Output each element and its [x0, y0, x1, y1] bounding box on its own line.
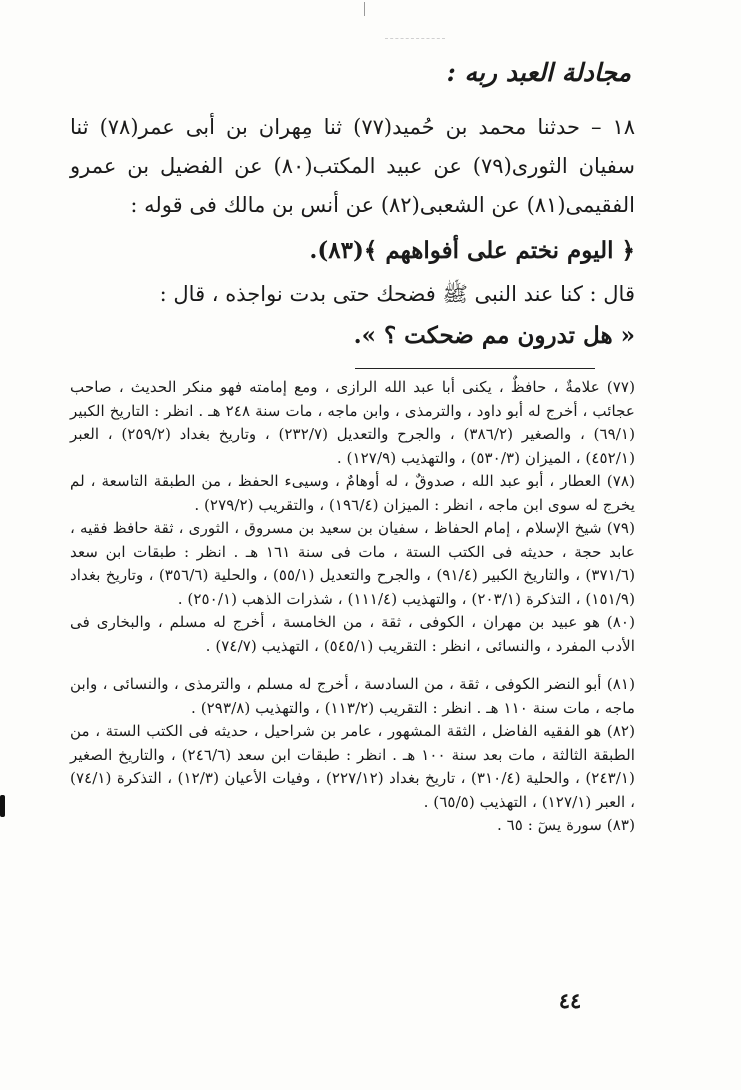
footnotes	[70, 376, 635, 838]
quran-verse: ﴿ اليوم نختم على أفواههم ﴾(٨٣).	[309, 237, 635, 264]
footnote-83: (٨٣) سورة يسٓ : ٦٥ .	[496, 816, 635, 834]
footnote-77: (٧٧) علامةٌ ، حافظٌ ، يكنى أبا عبد الله الرازى ، ومع إمامته فهو منكر الحديث ، صاحب عجائب ، أخرج له أبو داود ، والترمذى ، وابن ماجه ، مات سنة ٢٤٨ هـ . انظر : التاريخ الكبير (٦٩/١) ، والصغير (٣٨٦/٢) ، والجرح والتعديل (٢٣٢/٧) ، وتاريخ بغداد (٢٥٩/٢) ، العبر (٤٥٢/١) ، الميزان (٥٣٠/٣) ، والتهذيب (١٢٧/٩) .	[70, 378, 635, 467]
binding-mark	[0, 795, 5, 817]
section-heading: مجادلة العبد ربه :	[446, 58, 631, 87]
scan-smudge	[385, 38, 445, 39]
page-number: ٤٤	[558, 988, 582, 1013]
prophet-quote: « هل تدرون مم ضحكت ؟ ».	[353, 322, 635, 349]
footnote-80: (٨٠) هو عبيد بن مهران ، الكوفى ، ثقة ، من الخامسة ، أخرج له مسلم ، والبخارى فى الأدب المفرد ، والنسائى ، انظر : التقريب (٥٤٥/١) ، التهذيب (٧٤/٧) .	[70, 613, 635, 655]
footnote-82: (٨٢) هو الفقيه الفاضل ، الثقة المشهور ، عامر بن شراحيل ، حديثه فى الكتب الستة ، من الطبقة الثالثة ، مات بعد سنة ١٠٠ هـ . انظر : طبقات ابن سعد (٢٤٦/٦) ، والتاريخ الصغير (٢٤٣/١) ، والحلية (٣١٠/٤) ، تاريخ بغداد (٢٢٧/١٢) ، وفيات الأعيان (١٢/٣) ، التذكرة (٧٤/١) ، العبر (١٢٧/١) ، التهذيب (٦٥/٥) .	[70, 722, 636, 811]
main-text	[70, 108, 635, 358]
hadith-text: قال : كنا عند النبى ﷺ فضحك حتى بدت نواجذه ، قال :	[159, 282, 635, 306]
footnote-79: (٧٩) شيخ الإسلام ، إمام الحفاظ ، سفيان بن سعيد بن مسروق ، الثورى ، ثقة حافظ فقيه ، عابد حجة ، حديثه فى الكتب الستة ، مات فى سنة ١٦١ هـ . انظر : طبقات ابن سعد (٣٧١/٦) ، والتاريخ الكبير (٩١/٤) ، والجرح والتعديل (٥٥/١) ، والحلية (٣٥٦/٦) ، وتاريخ بغداد (١٥١/٩) ، التذكرة (٢٠٣/١) ، والتهذيب (١١١/٤) ، شذرات الذهب (٢٥٠/١) .	[70, 519, 635, 608]
scan-mark	[364, 2, 365, 16]
footnote-divider	[355, 368, 595, 369]
footnote-78: (٧٨) العطار ، أبو عبد الله ، صدوقٌ ، له أوهامٌ ، وسيىء الحفظ ، من الطبقة التاسعة ، لم يخرج له سوى ابن ماجه ، انظر : الميزان (١٩٦/٤) ، والتقريب (٢٧٩/٢) .	[70, 472, 635, 514]
footnote-81: (٨١) أبو النضر الكوفى ، ثقة ، من السادسة ، أخرج له مسلم ، والترمذى ، والنسائى ، وابن ماجه ، مات سنة ١١٠ هـ . انظر : التقريب (١١٣/٢) ، والتهذيب (٢٩٣/٨) .	[70, 675, 635, 717]
hadith-isnad: ١٨ – حدثنا محمد بن حُميد(٧٧) ثنا مِهران بن أبى عمر(٧٨) ثنا سفيان الثورى(٧٩) عن عبيد المكتب(٨٠) عن الفضيل بن عمرو الفقيمى(٨١) عن الشعبى(٨٢) عن أنس بن مالك فى قوله :	[70, 115, 636, 217]
